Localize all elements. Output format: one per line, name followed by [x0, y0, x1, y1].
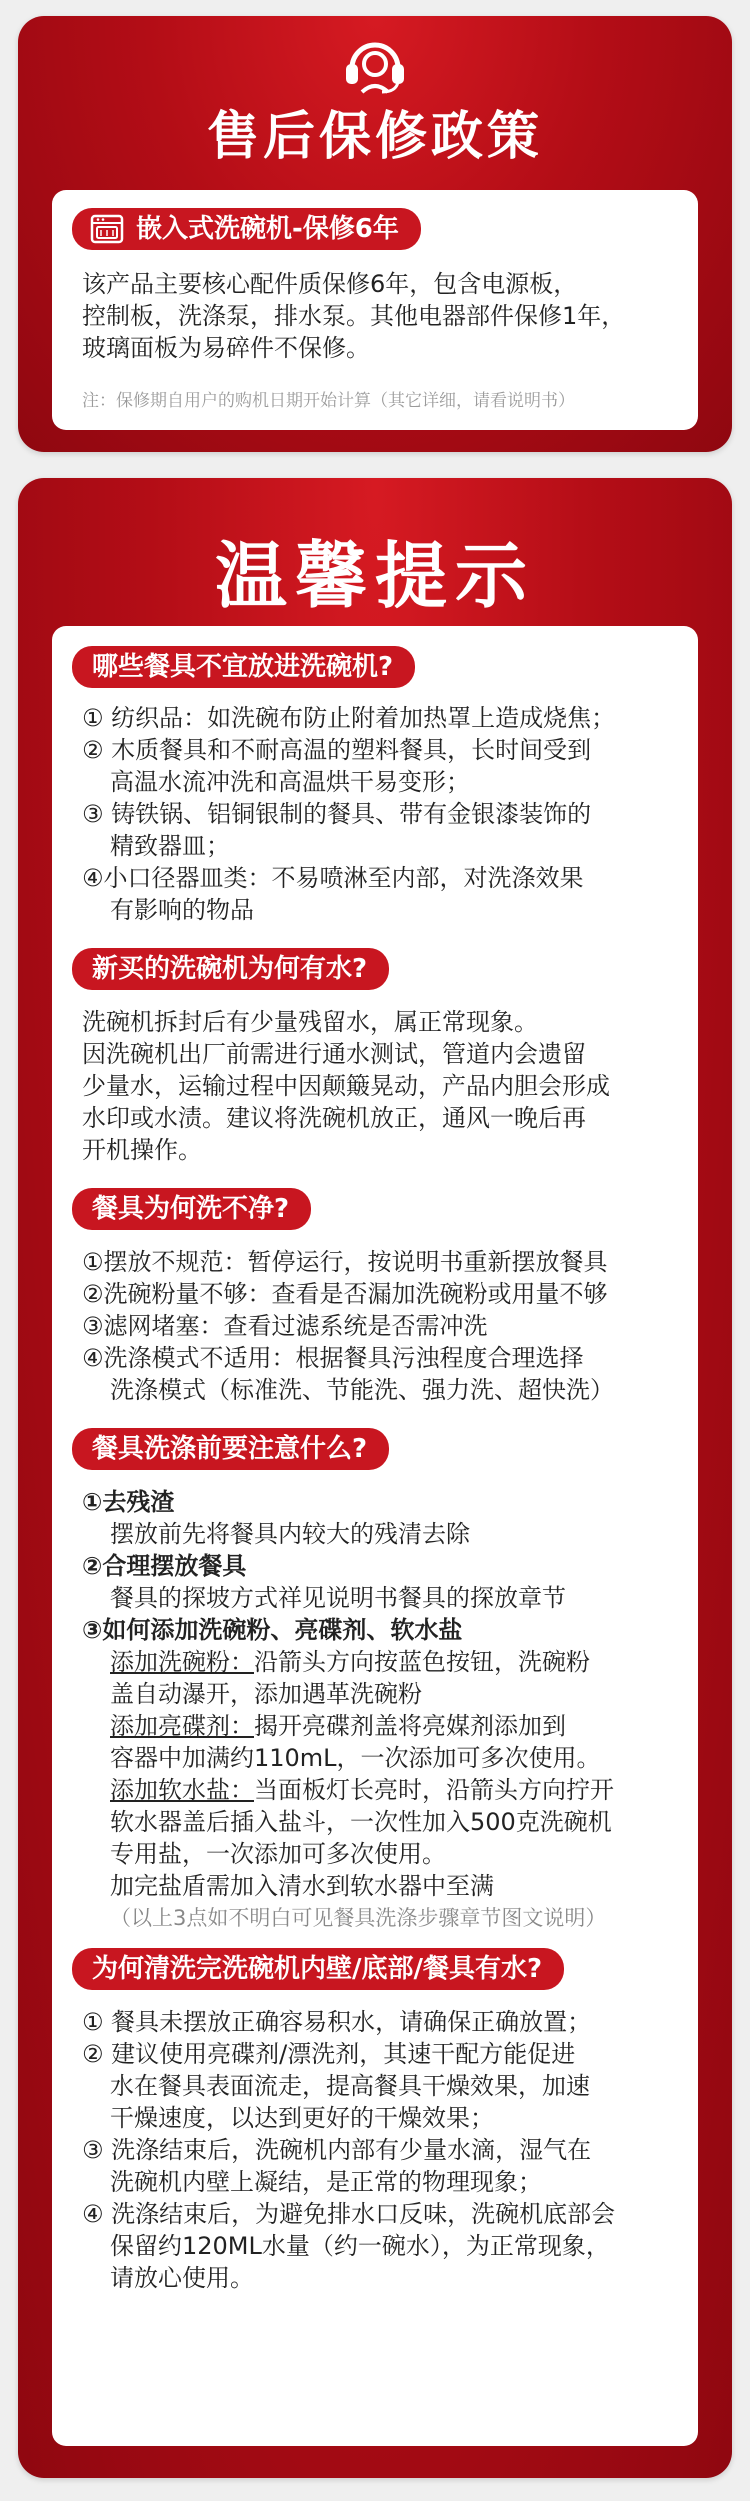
section-line: 因洗碗机出厂前需进行通水测试，管道内会遗留 [82, 1040, 586, 1068]
section-body [82, 1006, 678, 1166]
section-line-text: 沿箭头方向按蓝色按钮，洗碗粉 [254, 1648, 590, 1676]
section-line [82, 1710, 678, 1742]
section-line: ① 餐具未摆放正确容易积水，请确保正确放置； [82, 2008, 592, 2036]
section-body [82, 2006, 678, 2294]
section-line: 容器中加满约110mL，一次添加可多次使用。 [110, 1744, 601, 1772]
section-line: 水在餐具表面流走，提高餐具干燥效果，加速 [110, 2072, 590, 2100]
section-line: ④ 洗涤结束后，为避免排水口反味，洗碗机底部会 [82, 2200, 616, 2228]
section-line: ① 纺织品：如洗碗布防止附着加热罩上造成烧焦； [82, 704, 616, 732]
section-line [82, 1646, 678, 1678]
section-line: 开机操作。 [82, 1136, 202, 1164]
section-line: 加完盐盾需加入清水到软水器中至满 [110, 1872, 494, 1900]
section-line: 洗碗机拆封后有少量残留水，属正常现象。 [82, 1008, 538, 1036]
section-line: ①摆放不规范：暂停运行，按说明书重新摆放餐具 [82, 1248, 608, 1276]
section-line: 干燥速度，以达到更好的干燥效果； [110, 2104, 494, 2132]
section-line: 请放心使用。 [110, 2264, 254, 2292]
section-body [82, 1486, 678, 1934]
section-heading: 为何清洗完洗碗机内壁/底部/餐具有水? [72, 1948, 564, 1990]
warranty-panel [18, 16, 732, 452]
section-line-text: 当面板灯长亮时，沿箭头方向拧开 [254, 1776, 614, 1804]
section-line: ③滤网堵塞：查看过滤系统是否需冲洗 [82, 1312, 488, 1340]
warranty-body-line: 玻璃面板为易碎件不保修。 [82, 334, 370, 362]
section-heading: 餐具洗涤前要注意什么? [72, 1428, 389, 1470]
section-line: 精致器皿； [110, 832, 230, 860]
headset-icon [340, 34, 410, 98]
section-line: 摆放前先将餐具内较大的残清去除 [110, 1520, 470, 1548]
section-line: ②合理摆放餐具 [82, 1552, 247, 1580]
section-body [82, 702, 678, 926]
section-line: ③ 洗涤结束后，洗碗机内部有少量水滴，湿气在 [82, 2136, 592, 2164]
section-line: ② 建议使用亮碟剂/漂洗剂，其速干配方能促进 [82, 2040, 576, 2068]
label-add-powder: 添加洗碗粉： [110, 1648, 254, 1676]
section-heading: 哪些餐具不宜放进洗碗机? [72, 646, 415, 688]
warranty-badge [72, 208, 421, 250]
warranty-body [82, 268, 678, 364]
section-line: 专用盐，一次添加可多次使用。 [110, 1840, 446, 1868]
section-line: 软水器盖后插入盐斗，一次性加入500克洗碗机 [110, 1808, 612, 1836]
section-line: 盖自动瀑开，添加遇革洗碗粉 [110, 1680, 422, 1708]
label-add-salt: 添加软水盐： [110, 1776, 254, 1804]
warranty-body-line: 控制板，洗涤泵，排水泵。其他电器部件保修1年， [82, 302, 626, 330]
warranty-body-line: 该产品主要核心配件质保修6年，包含电源板， [82, 270, 578, 298]
section-line: 少量水，运输过程中因颠簸晃动，产品内胆会形成 [82, 1072, 610, 1100]
warranty-badge-label: 嵌入式洗碗机-保修6年 [136, 214, 399, 244]
tips-card [52, 626, 698, 2446]
section-line: ② 木质餐具和不耐高温的塑料餐具，长时间受到 [82, 736, 592, 764]
tips-title: 温馨提示 [214, 534, 535, 618]
section-line-text: 揭开亮碟剂盖将亮媒剂添加到 [254, 1712, 566, 1740]
section-line: ④洗涤模式不适用：根据餐具污浊程度合理选择 [82, 1344, 584, 1372]
section-line: （以上3点如不明白可见餐具洗涤步骤章节图文说明） [110, 1906, 607, 1930]
section-line: ②洗碗粉量不够：查看是否漏加洗碗粉或用量不够 [82, 1280, 608, 1308]
warranty-title: 售后保修政策 [206, 107, 543, 167]
section-line: ③如何添加洗碗粉、亮碟剂、软水盐 [82, 1616, 463, 1644]
label-add-rinse: 添加亮碟剂： [110, 1712, 254, 1740]
section-line: 洗碗机内壁上凝结，是正常的物理现象； [110, 2168, 542, 2196]
section-heading: 新买的洗碗机为何有水? [72, 948, 389, 990]
section-line: 餐具的探坡方式祥见说明书餐具的探放章节 [110, 1584, 566, 1612]
section-line: 有影响的物品 [110, 896, 254, 924]
section-line: 洗涤模式（标准洗、节能洗、强力洗、超快洗） [110, 1376, 614, 1404]
section-line [82, 1774, 678, 1806]
section-line: ③ 铸铁锅、铝铜银制的餐具、带有金银漆装饰的 [82, 800, 592, 828]
section-line: ①去残渣 [82, 1488, 175, 1516]
section-line: ④小口径器皿类：不易喷淋至内部，对洗涤效果 [82, 864, 584, 892]
tips-panel [18, 478, 732, 2478]
section-line: 保留约120ML水量（约一碗水），为正常现象， [110, 2232, 610, 2260]
section-body [82, 1246, 678, 1406]
section-heading: 餐具为何洗不净? [72, 1188, 311, 1230]
warranty-note: 注：保修期自用户的购机日期开始计算（其它详细，请看说明书） [82, 391, 575, 411]
dishwasher-icon [90, 214, 124, 244]
warranty-card [52, 190, 698, 430]
section-line: 高温水流冲洗和高温烘干易变形； [110, 768, 470, 796]
section-line: 水印或水渍。建议将洗碗机放正，通风一晚后再 [82, 1104, 586, 1132]
